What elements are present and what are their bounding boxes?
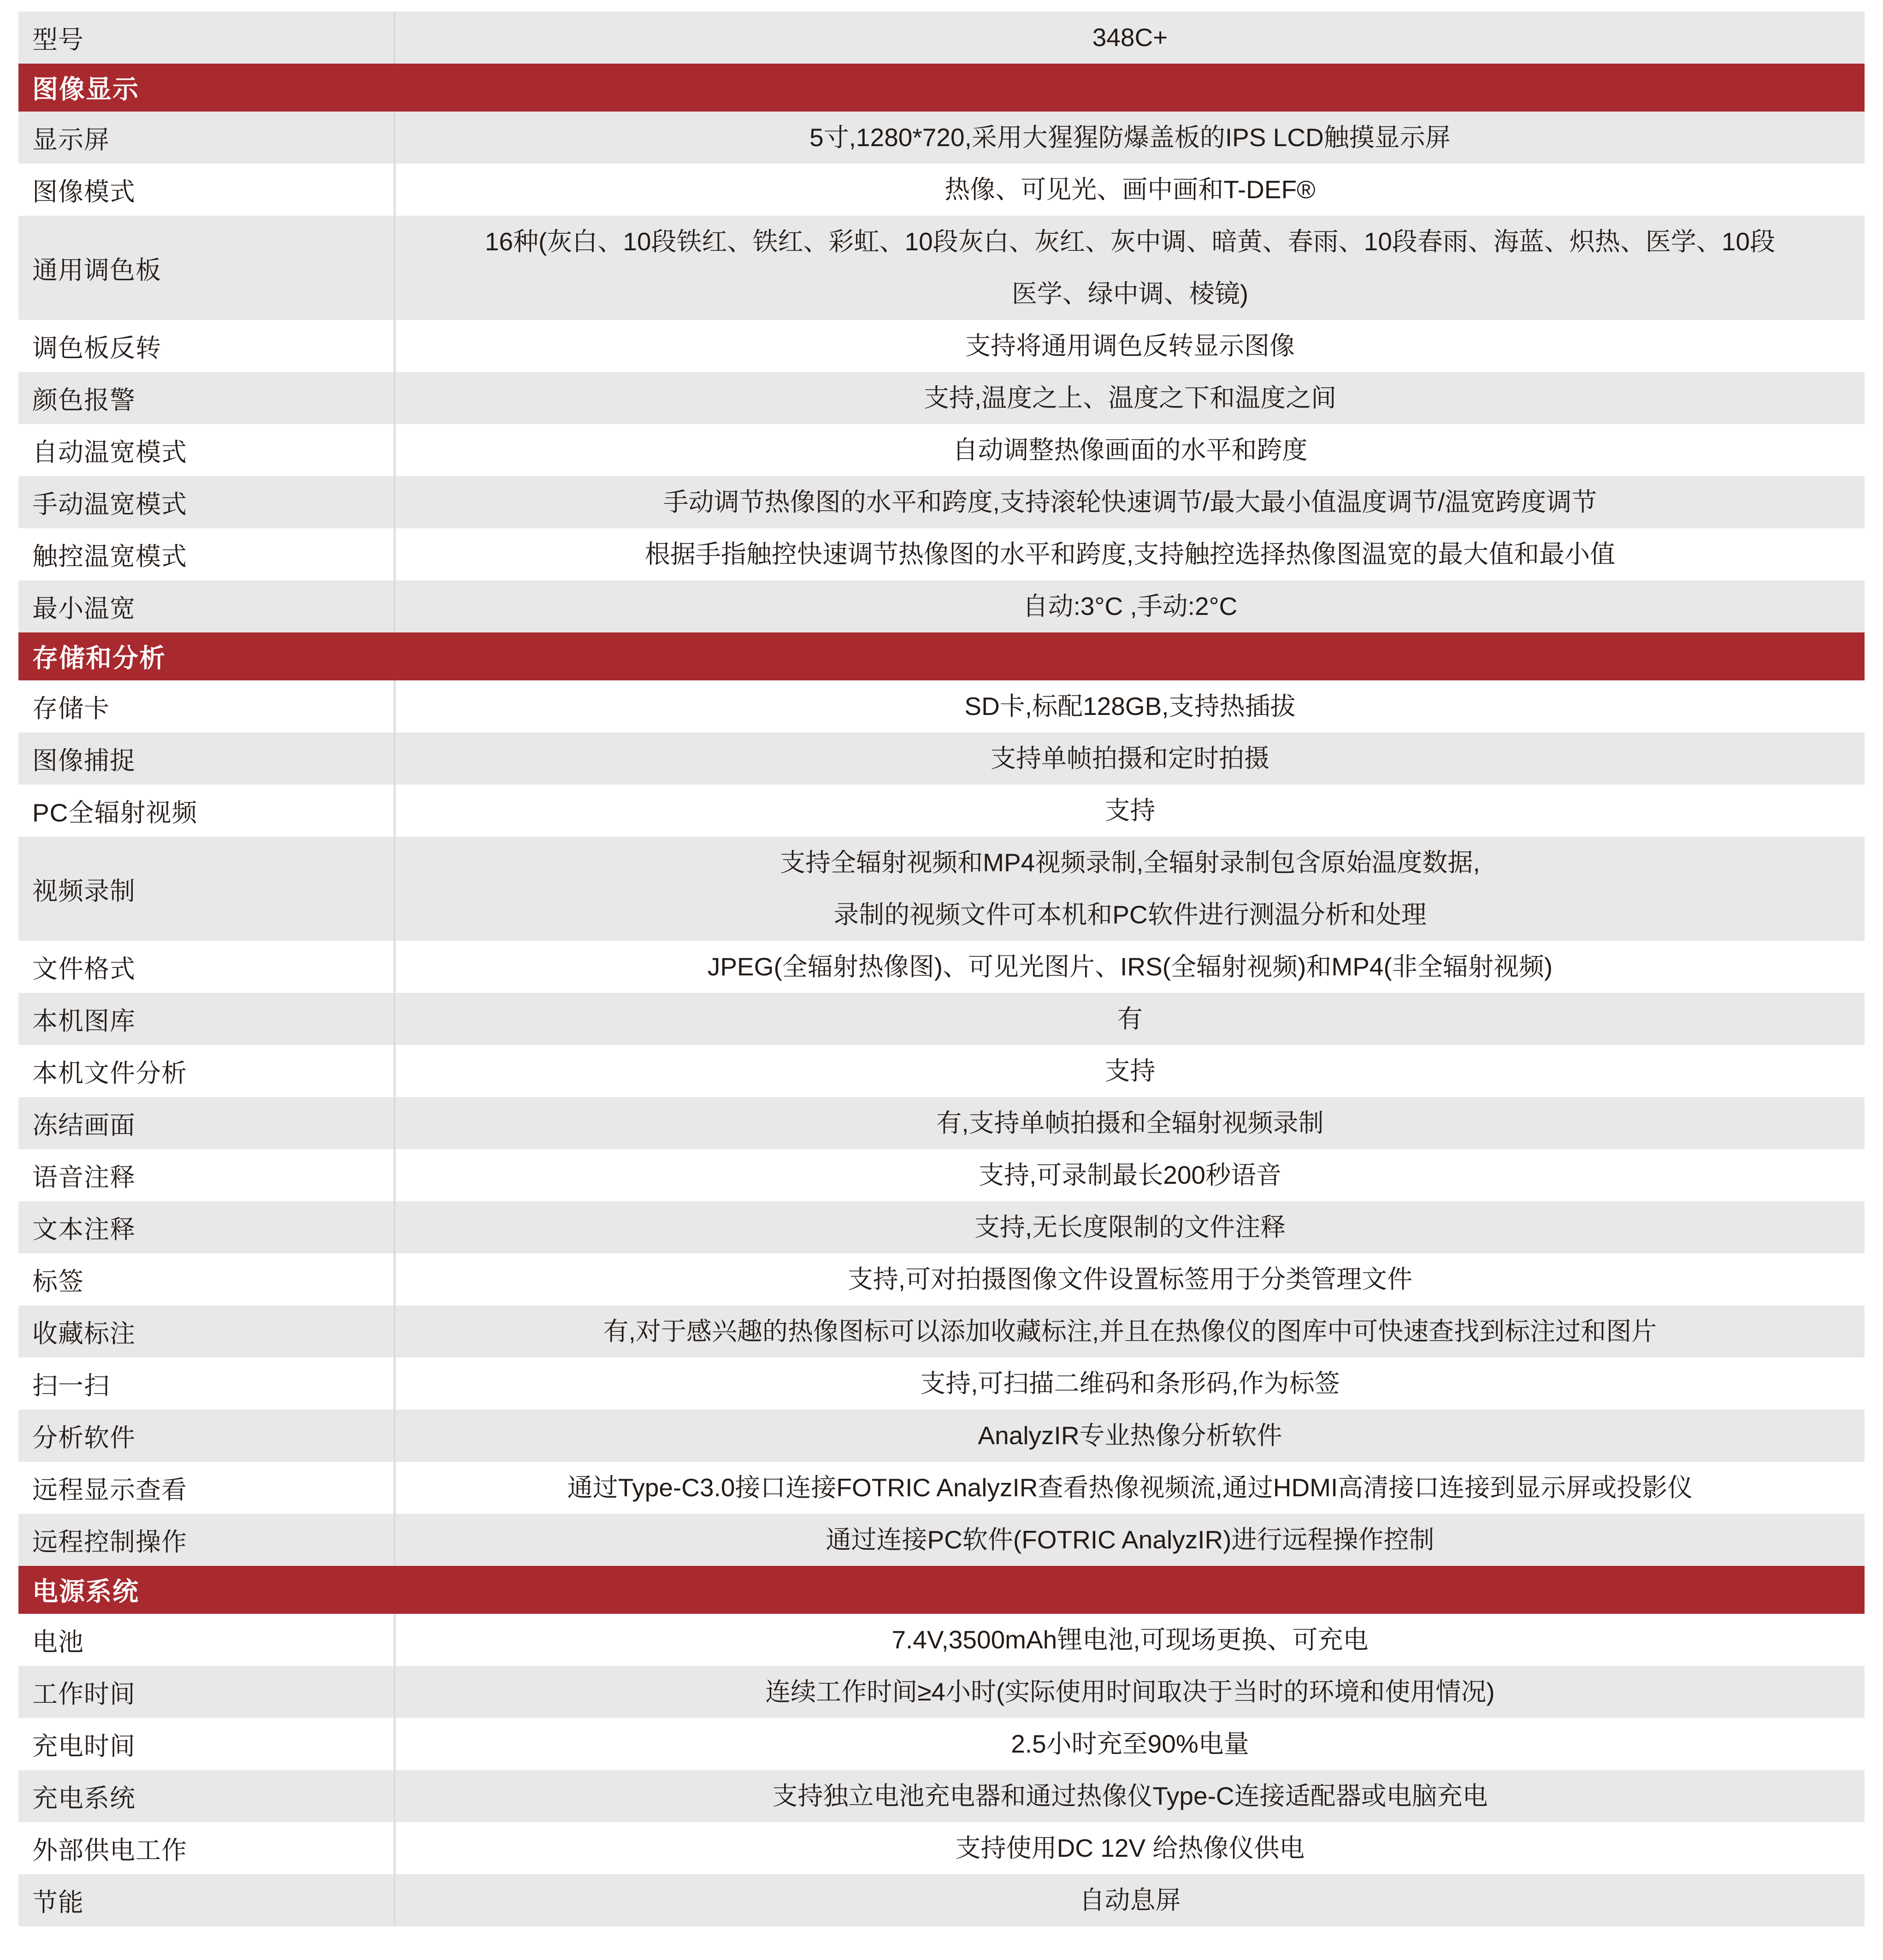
spec-row — [18, 837, 1865, 941]
spec-value-line: 通过Type-C3.0接口连接FOTRIC AnalyzIR查看热像视频流,通过HDMI高清接口连接到显示屏或投影仪 — [567, 1473, 1693, 1502]
spec-row — [18, 528, 1865, 580]
spec-value-line: 支持,温度之上、温度之下和温度之间 — [923, 384, 1337, 412]
spec-label: 图像模式 — [18, 164, 395, 216]
spec-value — [395, 112, 1865, 164]
spec-label: 触控温宽模式 — [18, 528, 395, 580]
spec-label: 颜色报警 — [18, 372, 395, 424]
spec-value — [395, 1045, 1865, 1097]
spec-label: PC全辐射视频 — [18, 785, 395, 837]
section-header — [18, 632, 1865, 680]
spec-label: 标签 — [18, 1253, 395, 1305]
spec-label: 文件格式 — [18, 941, 395, 993]
spec-row — [18, 1358, 1865, 1410]
spec-label: 自动温宽模式 — [18, 424, 395, 476]
spec-row — [18, 424, 1865, 476]
spec-label: 显示屏 — [18, 112, 395, 164]
spec-sections — [18, 64, 1865, 1926]
spec-row — [18, 993, 1865, 1045]
spec-value-line: 医学、绿中调、棱镜) — [1011, 279, 1249, 308]
spec-row — [18, 1770, 1865, 1822]
model-row-value: 348C+ — [1092, 23, 1168, 52]
spec-table — [18, 12, 1865, 1926]
spec-label: 存储卡 — [18, 680, 395, 732]
section-header — [18, 64, 1865, 112]
spec-value — [395, 476, 1865, 528]
spec-row — [18, 732, 1865, 785]
section-title: 图像显示 — [32, 75, 139, 104]
spec-value-line: 支持全辐射视频和MP4视频录制,全辐射录制包含原始温度数据, — [780, 848, 1480, 877]
spec-row — [18, 941, 1865, 993]
spec-value-line: 通过连接PC软件(FOTRIC AnalyzIR)进行远程操作控制 — [826, 1525, 1434, 1554]
spec-value-line: 有,对于感兴趣的热像图标可以添加收藏标注,并且在热像仪的图库中可快速查找到标注过和图片 — [603, 1317, 1657, 1346]
spec-value — [395, 837, 1865, 941]
spec-value-line: 自动调整热像画面的水平和跨度 — [952, 436, 1308, 464]
spec-label: 语音注释 — [18, 1149, 395, 1201]
spec-value — [395, 580, 1865, 632]
spec-label: 远程显示查看 — [18, 1462, 395, 1514]
spec-value-line: 支持使用DC 12V 给热像仪供电 — [955, 1834, 1305, 1862]
spec-value-line: 16种(灰白、10段铁红、铁红、彩虹、10段灰白、灰红、灰中调、暗黄、春雨、10段春雨、海蓝、炽热、医学、10段 — [484, 227, 1776, 256]
spec-value — [395, 424, 1865, 476]
spec-label: 文本注释 — [18, 1201, 395, 1253]
spec-row — [18, 1462, 1865, 1514]
spec-value — [395, 1718, 1865, 1770]
spec-value-line: 支持,无长度限制的文件注释 — [974, 1213, 1286, 1241]
spec-value — [395, 1201, 1865, 1253]
spec-row — [18, 1666, 1865, 1718]
spec-value-line: 支持单帧拍摄和定时拍摄 — [990, 744, 1269, 773]
spec-value — [395, 1253, 1865, 1305]
spec-row — [18, 112, 1865, 164]
spec-value — [395, 1770, 1865, 1822]
spec-row — [18, 320, 1865, 372]
spec-value — [395, 1149, 1865, 1201]
spec-label: 本机文件分析 — [18, 1045, 395, 1097]
spec-value — [395, 993, 1865, 1045]
model-row-label: 型号 — [18, 12, 395, 64]
spec-label: 工作时间 — [18, 1666, 395, 1718]
spec-row — [18, 1253, 1865, 1305]
spec-row — [18, 1822, 1865, 1874]
spec-label: 最小温宽 — [18, 580, 395, 632]
spec-row — [18, 580, 1865, 632]
spec-row — [18, 680, 1865, 732]
spec-value — [395, 372, 1865, 424]
spec-value-line: 热像、可见光、画中画和T-DEF® — [944, 175, 1316, 204]
spec-value-line: 支持独立电池充电器和通过热像仪Type-C连接适配器或电脑充电 — [772, 1782, 1488, 1810]
spec-value — [395, 1666, 1865, 1718]
spec-value — [395, 1097, 1865, 1149]
spec-label: 通用调色板 — [18, 216, 395, 320]
spec-value-line: 支持 — [1104, 1057, 1156, 1085]
spec-label: 手动温宽模式 — [18, 476, 395, 528]
spec-value — [395, 680, 1865, 732]
spec-row — [18, 1614, 1865, 1666]
spec-value — [395, 732, 1865, 785]
spec-value — [395, 528, 1865, 580]
spec-value-line: 支持将通用调色反转显示图像 — [965, 331, 1295, 360]
spec-label: 冻结画面 — [18, 1097, 395, 1149]
section-header — [18, 1566, 1865, 1614]
spec-value — [395, 1614, 1865, 1666]
spec-value — [395, 785, 1865, 837]
spec-label: 收藏标注 — [18, 1305, 395, 1358]
spec-label: 充电时间 — [18, 1718, 395, 1770]
spec-row — [18, 1045, 1865, 1097]
spec-value-line: 录制的视频文件可本机和PC软件进行测温分析和处理 — [833, 900, 1427, 929]
spec-value — [395, 1410, 1865, 1462]
spec-value-line: AnalyzIR专业热像分析软件 — [978, 1421, 1282, 1450]
spec-value — [395, 320, 1865, 372]
spec-value-line: 自动:3°C ,手动:2°C — [1022, 592, 1238, 620]
spec-row — [18, 1718, 1865, 1770]
spec-value — [395, 1358, 1865, 1410]
spec-label: 视频录制 — [18, 837, 395, 941]
spec-value-line: 支持 — [1104, 796, 1156, 825]
spec-label: 外部供电工作 — [18, 1822, 395, 1874]
spec-value-line: 有,支持单帧拍摄和全辐射视频录制 — [936, 1109, 1324, 1137]
spec-value-line: 连续工作时间≥4小时(实际使用时间取决于当时的环境和使用情况) — [765, 1677, 1495, 1706]
spec-row — [18, 476, 1865, 528]
spec-value-line: JPEG(全辐射热像图)、可见光图片、IRS(全辐射视频)和MP4(非全辐射视频) — [707, 952, 1553, 981]
spec-value-line: 5寸,1280*720,采用大猩猩防爆盖板的IPS LCD触摸显示屏 — [809, 123, 1451, 152]
spec-value-line: 自动息屏 — [1079, 1886, 1181, 1914]
spec-value-line: 有 — [1117, 1004, 1143, 1033]
model-row-value-cell — [395, 12, 1865, 64]
spec-row — [18, 1514, 1865, 1566]
spec-label: 充电系统 — [18, 1770, 395, 1822]
spec-value — [395, 1462, 1865, 1514]
spec-row — [18, 164, 1865, 216]
spec-row — [18, 1149, 1865, 1201]
spec-row — [18, 1874, 1865, 1926]
spec-label: 扫一扫 — [18, 1358, 395, 1410]
spec-value-line: 支持,可扫描二维码和条形码,作为标签 — [920, 1369, 1340, 1398]
spec-label: 图像捕捉 — [18, 732, 395, 785]
spec-value-line: 7.4V,3500mAh锂电池,可现场更换、可充电 — [891, 1625, 1369, 1654]
spec-value — [395, 1822, 1865, 1874]
spec-row — [18, 1410, 1865, 1462]
spec-label: 电池 — [18, 1614, 395, 1666]
spec-value — [395, 1305, 1865, 1358]
spec-value — [395, 1514, 1865, 1566]
spec-row — [18, 1097, 1865, 1149]
spec-value — [395, 941, 1865, 993]
spec-label: 远程控制操作 — [18, 1514, 395, 1566]
spec-value-line: 支持,可对拍摄图像文件设置标签用于分类管理文件 — [847, 1265, 1413, 1293]
spec-row — [18, 216, 1865, 320]
spec-label: 调色板反转 — [18, 320, 395, 372]
spec-value-line: 2.5小时充至90%电量 — [1011, 1730, 1249, 1758]
spec-value-line: 支持,可录制最长200秒语音 — [978, 1161, 1282, 1189]
spec-value-line: SD卡,标配128GB,支持热插拔 — [964, 692, 1296, 720]
spec-value-line: 根据手指触控快速调节热像图的水平和跨度,支持触控选择热像图温宽的最大值和最小值 — [644, 540, 1616, 568]
spec-row — [18, 785, 1865, 837]
model-row — [18, 12, 1865, 64]
spec-value — [395, 1874, 1865, 1926]
section-title: 存储和分析 — [32, 643, 166, 673]
spec-value — [395, 216, 1865, 320]
spec-value-line: 手动调节热像图的水平和跨度,支持滚轮快速调节/最大最小值温度调节/温宽跨度调节 — [663, 488, 1597, 516]
spec-value — [395, 164, 1865, 216]
spec-label: 节能 — [18, 1874, 395, 1926]
spec-row — [18, 1201, 1865, 1253]
spec-row — [18, 1305, 1865, 1358]
spec-row — [18, 372, 1865, 424]
section-title: 电源系统 — [32, 1577, 139, 1606]
spec-label: 本机图库 — [18, 993, 395, 1045]
spec-label: 分析软件 — [18, 1410, 395, 1462]
